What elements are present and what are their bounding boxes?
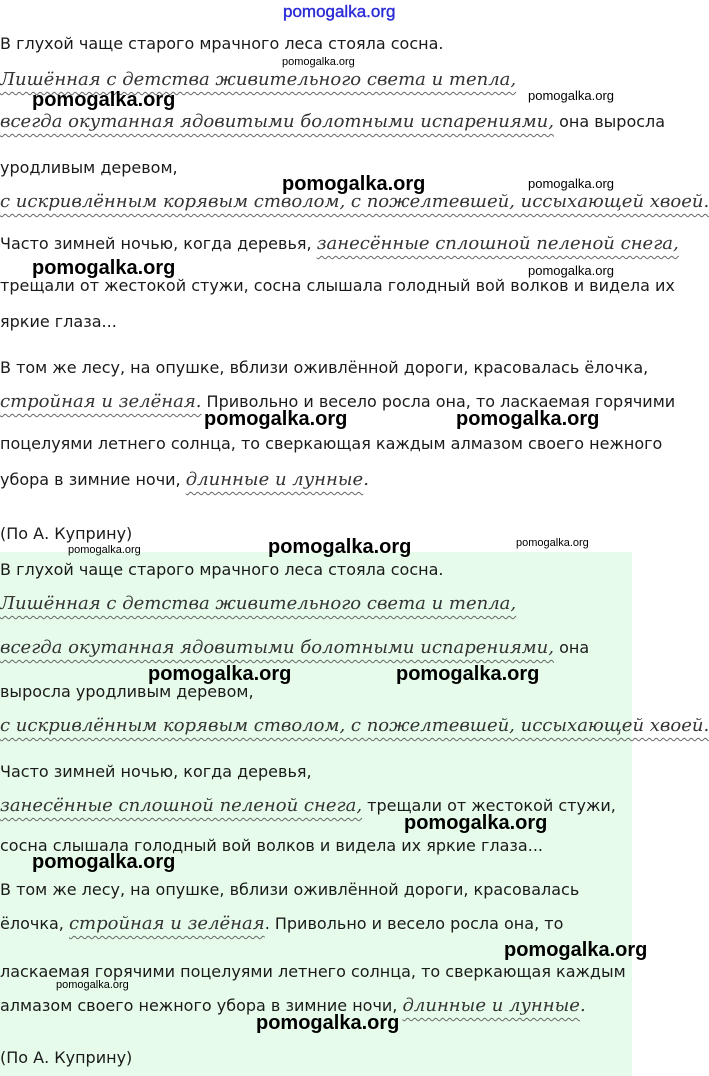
text-line [0, 112, 665, 132]
text-line [0, 34, 443, 54]
participle-phrase: Лишённая с детства живительного света и тепла, [0, 593, 517, 614]
participle-phrase: Лишённая с детства живительного света и тепла, [0, 69, 517, 90]
watermark: pomogalka.org [528, 88, 614, 103]
text-segment: алмазом своего нежного убора в зимние ночи, [0, 996, 403, 1015]
sentence-1: В глухой чаще старого мрачного леса стояла сосна. [0, 34, 444, 53]
text-segment: Привольно и весело росла она, то ласкаемая горячими [201, 392, 676, 411]
text-segment: трещали от жестокой стужи, [362, 796, 616, 815]
participle-phrase: всегда окутанная ядовитыми болотными испарениями, [0, 637, 555, 658]
text-segment: Часто зимней ночью, когда деревья, [0, 234, 317, 253]
text-line: выросла уродливым деревом, [0, 682, 254, 701]
homogeneous-definitions: с искривлённым корявым стволом, с пожелтевшей, иссыхающей хвоей. [0, 715, 709, 736]
text-line [0, 234, 679, 254]
watermark: pomogalka.org [148, 663, 292, 685]
participle-phrase: всегда окутанная ядовитыми болотными испарениями, [0, 111, 555, 132]
text-line: В глухой чаще старого мрачного леса стояла сосна. [0, 560, 444, 579]
text-line: трещали от жестокой стужи, сосна слышала голодный вой волков и видела их [0, 276, 675, 295]
watermark: pomogalka.org [204, 408, 348, 430]
text-line: В том же лесу, на опушке, вблизи оживлённой дороги, красовалась ёлочка, [0, 358, 649, 377]
text-line: яркие глаза... [0, 312, 117, 331]
text-line: Часто зимней ночью, когда деревья, [0, 762, 312, 781]
participle-phrase: занесённые сплошной пеленой снега, [0, 795, 363, 816]
text-line [0, 638, 589, 658]
watermark: pomogalka.org [528, 263, 614, 278]
watermark: pomogalka.org [504, 939, 648, 961]
watermark: pomogalka.org [528, 176, 614, 191]
text-line: ласкаемая горячими поцелуями летнего солнца, то сверкающая каждым [0, 962, 626, 981]
text-line [0, 470, 369, 490]
watermark: pomogalka.org [32, 257, 176, 279]
text-segment: она выросла [554, 112, 666, 131]
period: . [579, 995, 586, 1016]
text-line [0, 914, 563, 934]
source-credit: (По А. Куприну) [0, 524, 133, 543]
period: . [363, 469, 369, 490]
watermark: pomogalka.org [283, 2, 396, 21]
text-line: сосна слышала голодный вой волков и видела их яркие глаза... [0, 836, 543, 855]
watermark: pomogalka.org [404, 812, 548, 834]
watermark: pomogalka.org [32, 851, 176, 873]
watermark: pomogalka.org [282, 56, 355, 68]
watermark: pomogalka.org [396, 663, 540, 685]
watermark: pomogalka.org [68, 544, 141, 556]
homogeneous-definitions: длинные и лунные [402, 995, 580, 1016]
text-segment: убора в зимние ночи, [0, 470, 186, 489]
text-line: уродливым деревом, [0, 158, 178, 177]
text-segment: . Привольно и весело росла она, то [264, 914, 564, 933]
source-credit: (По А. Куприну) [0, 1048, 133, 1067]
text-line: В том же лесу, на опушке, вблизи оживлённой дороги, красовалась [0, 880, 580, 899]
homogeneous-definitions: стройная и зелёная [68, 913, 265, 934]
text-segment: ёлочка, [0, 914, 69, 933]
text-segment: она [554, 638, 590, 657]
homogeneous-definitions: стройная и зелёная. [0, 391, 202, 412]
watermark: pomogalka.org [516, 537, 589, 549]
watermark: pomogalka.org [282, 173, 426, 195]
homogeneous-definitions: длинные и лунные [185, 469, 364, 490]
watermark: pomogalka.org [268, 536, 412, 558]
participle-phrase: занесённые сплошной пеленой снега, [316, 233, 679, 254]
watermark: pomogalka.org [32, 89, 176, 111]
watermark: pomogalka.org [456, 408, 600, 430]
homogeneous-definitions: с искривлённым корявым стволом, с пожелтевшей, иссыхающей хвоей. [0, 191, 709, 212]
watermark: pomogalka.org [56, 979, 129, 991]
watermark: pomogalka.org [256, 1012, 400, 1034]
text-line: поцелуями летнего солнца, то сверкающая каждым алмазом своего нежного [0, 434, 663, 453]
